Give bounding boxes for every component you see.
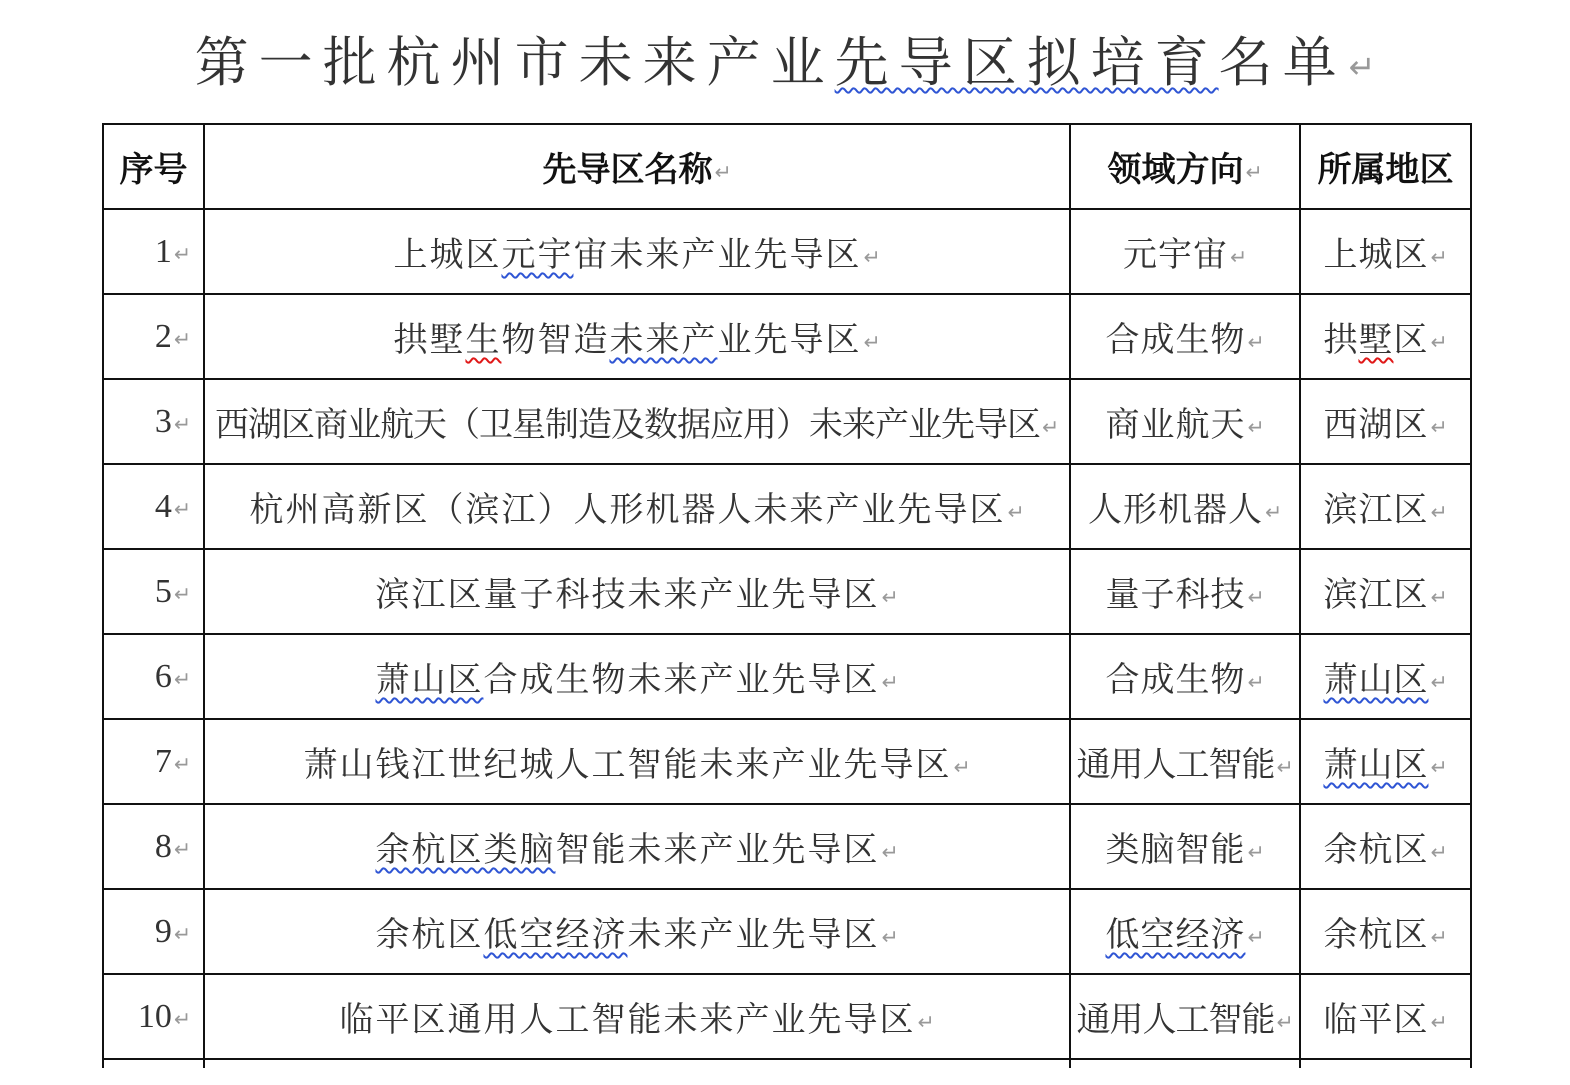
cell-index: [103, 464, 204, 549]
cell-field: [1070, 549, 1300, 634]
header-field: 领域方向↵: [1070, 124, 1300, 209]
cell-text: 余杭区: [1323, 830, 1429, 870]
paragraph-mark-icon: ↵: [1247, 670, 1265, 694]
paragraph-mark-icon: ↵: [881, 925, 899, 949]
paragraph-mark-icon: ↵: [1007, 500, 1025, 524]
table-header-row: [103, 124, 1471, 209]
paragraph-mark-icon: ↵: [173, 921, 191, 946]
paragraph-mark-icon: ↵: [1264, 500, 1283, 524]
cell-region: [1300, 804, 1471, 889]
table-row: [103, 804, 1471, 889]
paragraph-mark-icon: ↵: [881, 840, 899, 864]
cell-text: 滨江区: [1323, 575, 1429, 615]
paragraph-mark-icon: ↵: [1430, 585, 1448, 609]
paragraph-mark-icon: ↵: [1430, 755, 1448, 779]
cell-text: 西湖区: [1323, 405, 1429, 445]
header-zone-name: 先导区名称↵: [204, 124, 1070, 209]
cell-index: [103, 974, 204, 1059]
cutoff-cell: [204, 1059, 1070, 1068]
cell-text: 杭州高新区（滨江）人形机器人未来产业先导区: [249, 490, 1006, 530]
paragraph-mark-icon: ↵: [1041, 415, 1060, 439]
cell-text: 拱墅生物智造未来产业先导区: [393, 320, 862, 360]
paragraph-mark-icon: ↵: [1430, 670, 1448, 694]
paragraph-mark-icon: ↵: [1430, 415, 1448, 439]
header-region: 所属地区: [1300, 124, 1471, 209]
paragraph-mark-icon: ↵: [173, 666, 191, 691]
paragraph-mark-icon: ↵: [1247, 415, 1265, 439]
paragraph-mark-icon: ↵: [917, 1010, 935, 1034]
cell-text: 滨江区: [1323, 490, 1429, 530]
cell-index: [103, 209, 204, 294]
cell-text: 萧山区: [1323, 745, 1429, 785]
cell-region: [1300, 209, 1471, 294]
cell-text: 8: [154, 827, 172, 865]
cell-zone-name: [204, 634, 1070, 719]
table-row: [103, 719, 1471, 804]
cell-field: [1070, 634, 1300, 719]
cell-field: [1070, 294, 1300, 379]
cell-text: 西湖区商业航天（卫星制造及数据应用）未来产业先导区: [214, 405, 1040, 445]
table-row: [103, 294, 1471, 379]
paragraph-mark-icon: ↵: [1276, 1010, 1294, 1034]
paragraph-mark-icon: ↵: [1245, 159, 1263, 184]
document-title: [0, 28, 1570, 102]
cell-region: [1300, 379, 1471, 464]
cell-index: [103, 889, 204, 974]
cell-zone-name: [204, 804, 1070, 889]
cell-text: 4: [154, 487, 172, 525]
cell-field: [1070, 209, 1300, 294]
paragraph-mark-icon: ↵: [173, 751, 191, 776]
paragraph-mark-icon: ↵: [1247, 840, 1265, 864]
cell-zone-name: [204, 974, 1070, 1059]
cell-text: 5: [154, 572, 172, 610]
table-row: [103, 634, 1471, 719]
paragraph-mark-icon: ↵: [1430, 925, 1448, 949]
paragraph-mark-icon: ↵: [1430, 840, 1448, 864]
paragraph-mark-icon: ↵: [173, 836, 191, 861]
table-row-cutoff: [103, 1059, 1471, 1068]
cell-zone-name: [204, 464, 1070, 549]
paragraph-mark-icon: ↵: [1430, 1010, 1448, 1034]
table-row: [103, 379, 1471, 464]
cell-text: 拱墅区: [1323, 320, 1429, 360]
paragraph-mark-icon: ↵: [1247, 925, 1265, 949]
cell-region: [1300, 294, 1471, 379]
cell-zone-name: [204, 294, 1070, 379]
cell-text: 通用人工智能: [1076, 745, 1275, 785]
cell-text: 人形机器人: [1087, 490, 1263, 530]
cell-text: 通用人工智能: [1076, 1000, 1275, 1040]
header-index: 序号: [103, 124, 204, 209]
paragraph-mark-icon: ↵: [173, 241, 191, 266]
cell-region: [1300, 974, 1471, 1059]
table-row: [103, 549, 1471, 634]
cell-text: 萧山区: [1323, 660, 1429, 700]
cell-zone-name: [204, 889, 1070, 974]
cell-text: 7: [154, 742, 172, 780]
cell-text: 2: [154, 317, 172, 355]
cell-field: [1070, 889, 1300, 974]
cell-text: 余杭区: [1323, 915, 1429, 955]
cell-index: [103, 719, 204, 804]
paragraph-mark-icon: ↵: [881, 670, 899, 694]
cell-zone-name: [204, 719, 1070, 804]
paragraph-mark-icon: ↵: [863, 245, 881, 269]
title-text-part2: 先导区拟培育: [834, 31, 1219, 94]
paragraph-mark-icon: ↵: [1276, 755, 1294, 779]
cell-text: 滨江区量子科技未来产业先导区: [375, 575, 880, 615]
paragraph-mark-icon: ↵: [173, 411, 191, 436]
cell-text: 6: [154, 657, 172, 695]
table-row: [103, 889, 1471, 974]
table-row: [103, 464, 1471, 549]
paragraph-mark-icon: ↵: [1247, 585, 1265, 609]
paragraph-mark-icon: ↵: [1348, 48, 1376, 86]
paragraph-mark-icon: ↵: [863, 330, 881, 354]
cell-text: 合成生物: [1105, 660, 1246, 700]
title-text-part3: 名单: [1218, 31, 1347, 94]
cell-text: 3: [154, 402, 172, 440]
cell-field: [1070, 804, 1300, 889]
cell-region: [1300, 719, 1471, 804]
cell-text: 量子科技: [1105, 575, 1246, 615]
cutoff-cell: [103, 1059, 204, 1068]
cell-index: [103, 634, 204, 719]
title-text-part1: 第一批杭州市未来产业: [194, 31, 835, 94]
cell-text: 萧山区合成生物未来产业先导区: [375, 660, 880, 700]
paragraph-mark-icon: ↵: [1430, 500, 1448, 524]
cell-region: [1300, 634, 1471, 719]
cell-text: 上城区元宇宙未来产业先导区: [393, 235, 862, 275]
table-row: [103, 209, 1471, 294]
cell-text: 合成生物: [1105, 320, 1246, 360]
cell-text: 余杭区低空经济未来产业先导区: [375, 915, 880, 955]
cell-region: [1300, 464, 1471, 549]
paragraph-mark-icon: ↵: [1430, 245, 1448, 269]
paragraph-mark-icon: ↵: [953, 755, 971, 779]
cutoff-cell: [1070, 1059, 1300, 1068]
cell-zone-name: [204, 379, 1070, 464]
cell-field: [1070, 464, 1300, 549]
cell-text: 商业航天: [1105, 405, 1246, 445]
paragraph-mark-icon: ↵: [173, 581, 191, 606]
cell-text: 类脑智能: [1105, 830, 1246, 870]
paragraph-mark-icon: ↵: [173, 496, 191, 521]
cell-text: 低空经济: [1105, 915, 1246, 955]
cell-text: 上城区: [1323, 235, 1429, 275]
paragraph-mark-icon: ↵: [173, 1006, 191, 1031]
table-row: [103, 974, 1471, 1059]
paragraph-mark-icon: ↵: [1430, 330, 1448, 354]
cell-zone-name: [204, 549, 1070, 634]
cell-text: 9: [154, 912, 172, 950]
paragraph-mark-icon: ↵: [1247, 330, 1265, 354]
cell-zone-name: [204, 209, 1070, 294]
cell-field: [1070, 379, 1300, 464]
paragraph-mark-icon: ↵: [173, 326, 191, 351]
pilot-zone-table: [102, 123, 1472, 1068]
table-body: [103, 209, 1471, 1068]
cell-text: 10: [137, 997, 172, 1035]
cell-text: 余杭区类脑智能未来产业先导区: [375, 830, 880, 870]
cell-text: 1: [154, 232, 172, 270]
paragraph-mark-icon: ↵: [881, 585, 899, 609]
cell-field: [1070, 974, 1300, 1059]
cell-region: [1300, 889, 1471, 974]
cell-text: 元宇宙: [1122, 235, 1228, 275]
paragraph-mark-icon: ↵: [1229, 245, 1248, 269]
cell-index: [103, 549, 204, 634]
paragraph-mark-icon: ↵: [714, 159, 732, 184]
cell-text: 萧山钱江世纪城人工智能未来产业先导区: [303, 745, 952, 785]
cutoff-cell: [1300, 1059, 1471, 1068]
cell-text: 临平区: [1323, 1000, 1429, 1040]
cell-index: [103, 804, 204, 889]
cell-field: [1070, 719, 1300, 804]
cell-index: [103, 294, 204, 379]
cell-region: [1300, 549, 1471, 634]
cell-index: [103, 379, 204, 464]
cell-text: 临平区通用人工智能未来产业先导区: [339, 1000, 916, 1040]
